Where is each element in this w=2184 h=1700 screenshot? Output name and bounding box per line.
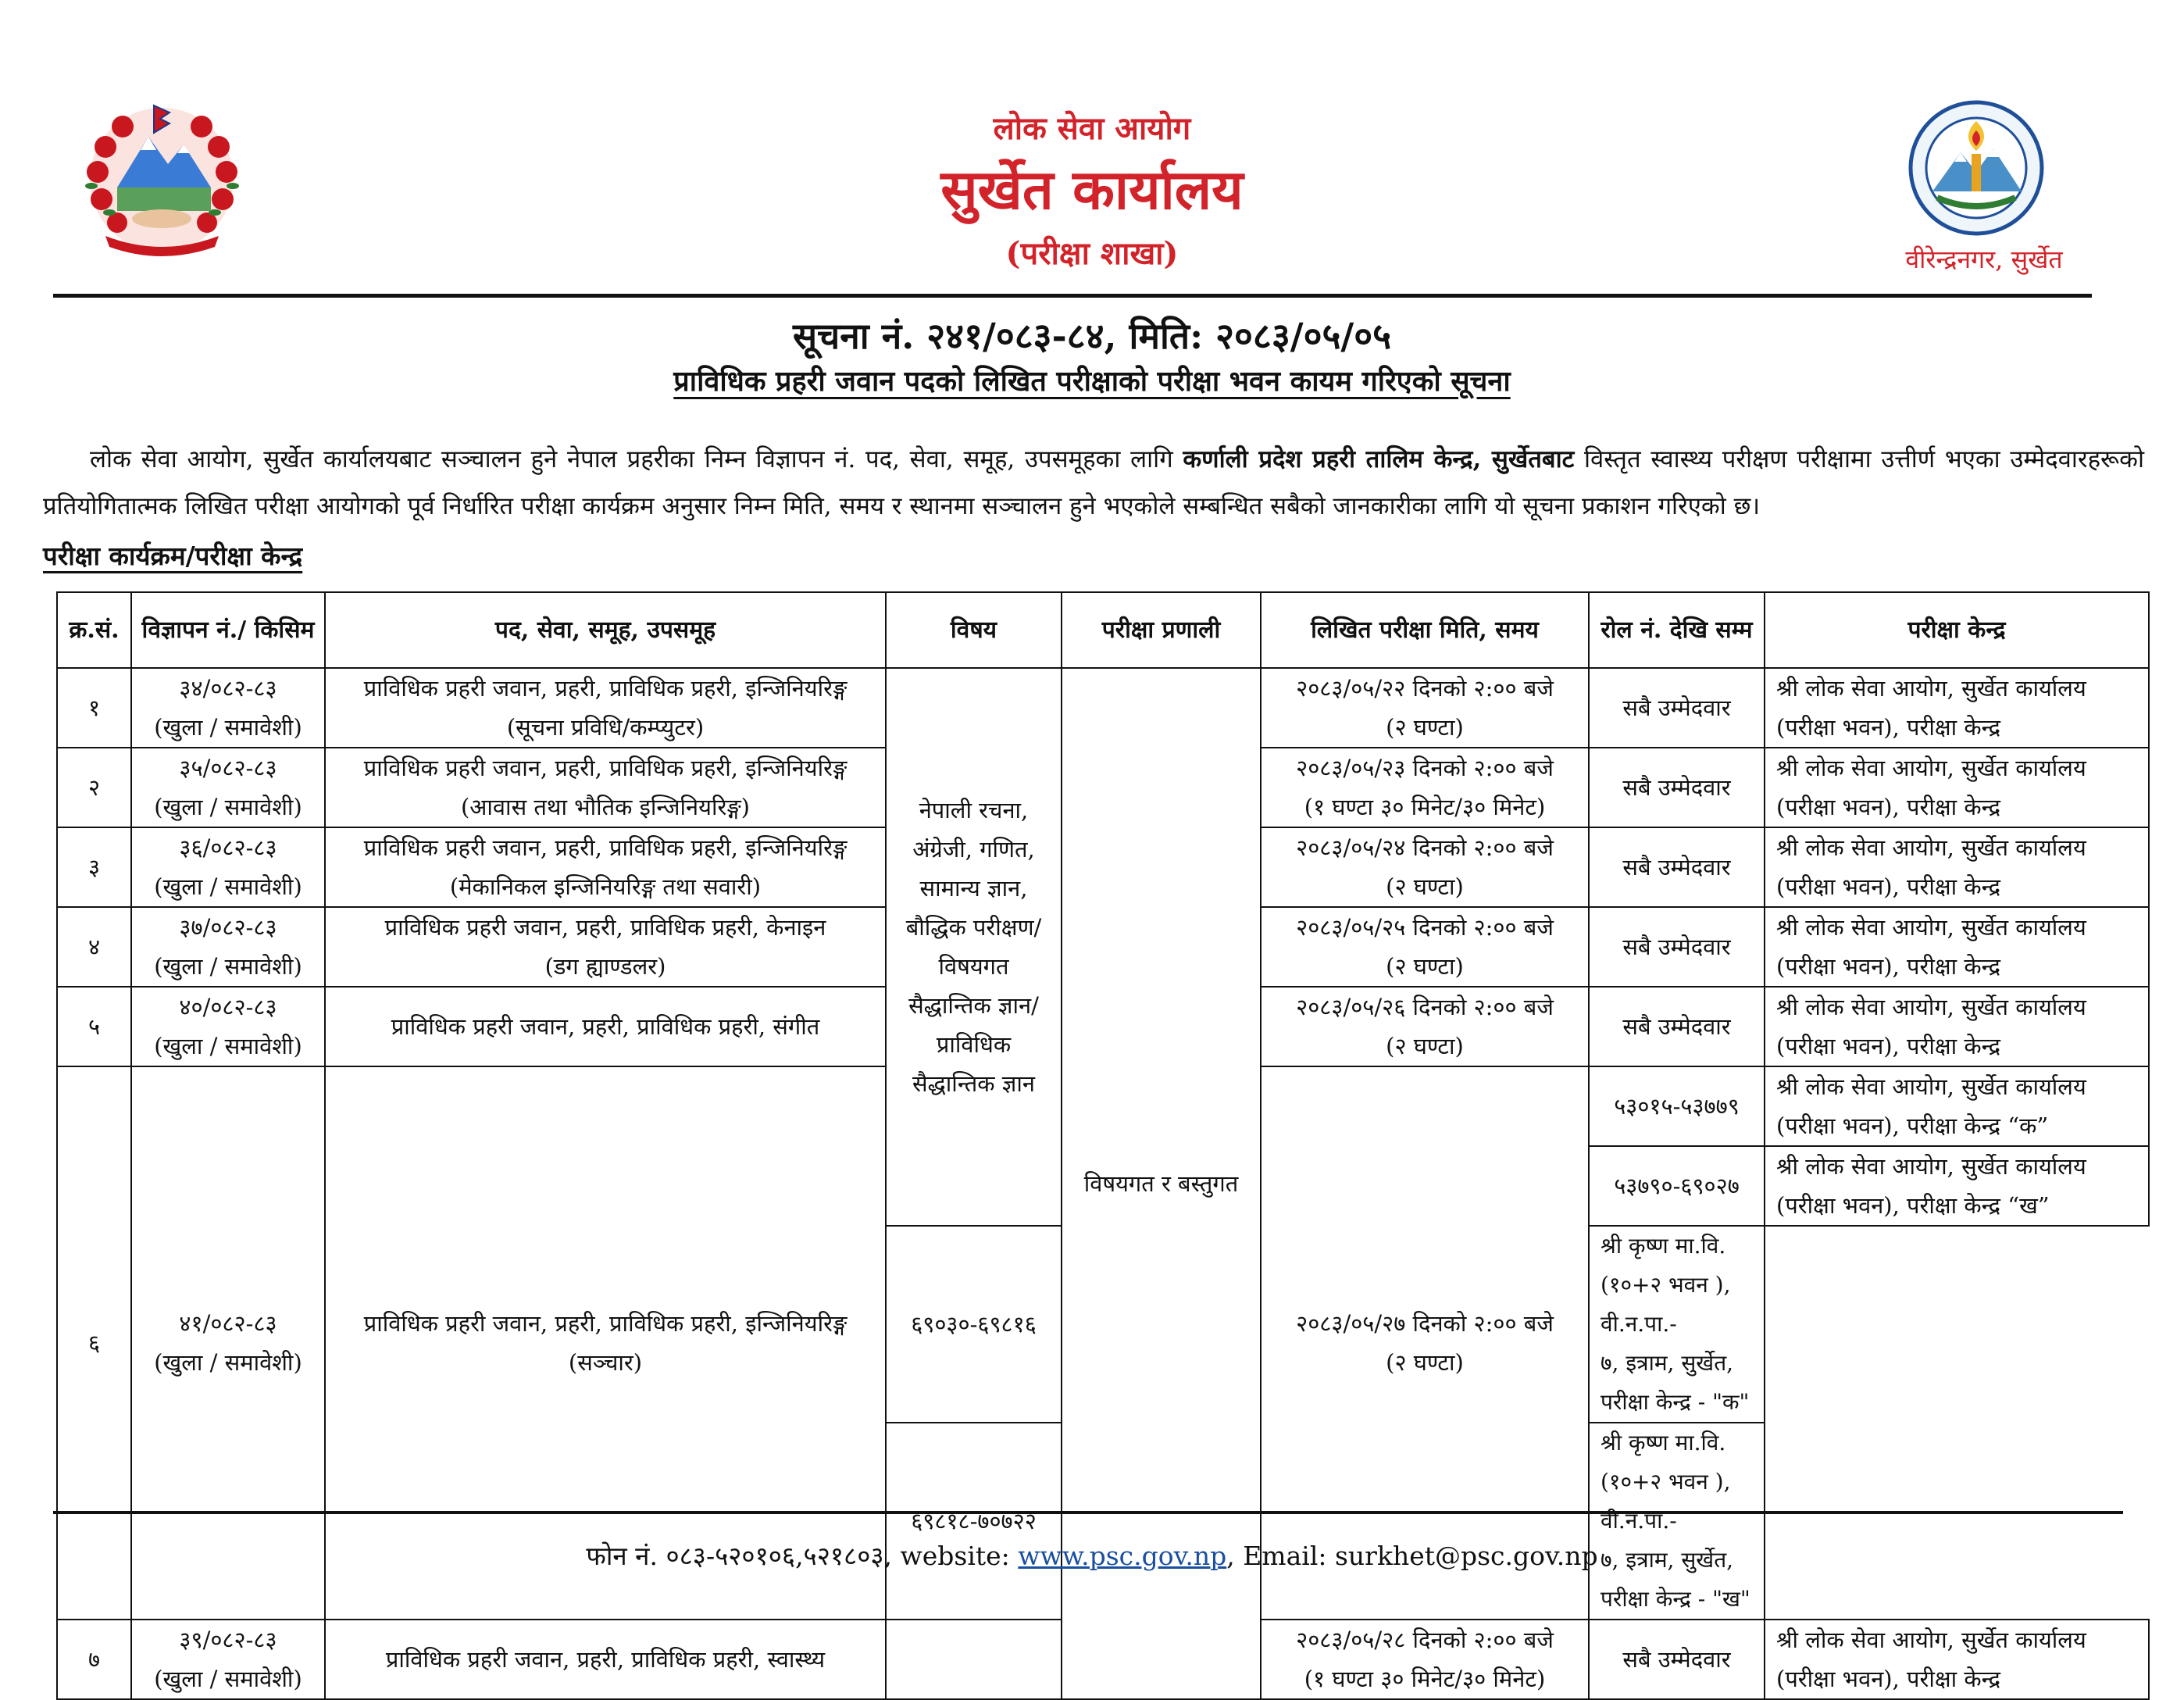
- footer-divider: [53, 1511, 2123, 1514]
- cell-center: [1765, 907, 2149, 987]
- adv-number: ३६/०८२-८३: [179, 834, 277, 861]
- notice-subject-text: प्राविधिक प्रहरी जवान पदको लिखित परीक्षाको परीक्षा भवन कायम गरिएको सूचना: [673, 365, 1511, 398]
- office-name: सुर्खेत कार्यालय: [940, 157, 1244, 222]
- org-name: लोक सेवा आयोग: [993, 110, 1191, 147]
- cell-adv: [131, 748, 325, 827]
- subject-line: अंग्रेजी, गणित,: [912, 836, 1035, 862]
- adv-type: (खुला / समावेशी): [154, 714, 302, 741]
- table-row: [57, 668, 2149, 748]
- post-line-2: (आवास तथा भौतिक इन्जिनियरिङ्ग): [460, 794, 750, 820]
- exam-duration: (२ घण्टा): [1386, 1033, 1464, 1059]
- post-line-2: (डग ह्याण्डलर): [544, 953, 666, 980]
- cell-roll: सबै उम्मेदवार: [1589, 987, 1765, 1066]
- cell-subject-shared: [886, 668, 1062, 1226]
- subject-line: सामान्य ज्ञान,: [919, 875, 1028, 902]
- subject-line: सैद्धान्तिक ज्ञान/: [908, 992, 1039, 1019]
- cell-post: [325, 748, 886, 827]
- exam-duration: (१ घण्टा ३० मिनेट/३० मिनेट): [1304, 794, 1546, 820]
- cell-adv: [131, 987, 325, 1066]
- post-line-2: (मेकानिकल इन्जिनियरिङ्ग तथा सवारी): [449, 873, 762, 900]
- adv-number: ४१/०८२-८३: [179, 1310, 277, 1337]
- center-line-2: (परीक्षा भवन), परीक्षा केन्द्र: [1776, 873, 2001, 900]
- cell-center: [1765, 987, 2149, 1066]
- exam-date: २०८३/०५/२८ दिनको २:०० बजे: [1296, 1627, 1554, 1653]
- header-roll: रोल नं. देखि सम्म: [1589, 592, 1765, 668]
- footer-phone: फोन नं. ०८३-५२०१०६,५२१८०३, website:: [586, 1541, 1019, 1571]
- center-line-2: (परीक्षा भवन), परीक्षा केन्द्र: [1776, 1666, 2001, 1692]
- cell-adv: [131, 1066, 325, 1620]
- notice-subject: [0, 361, 2184, 399]
- table-header-row: [57, 592, 2149, 668]
- intro-text-2: विस्तृत स्वास्थ्य परीक्षण परीक्षामा उत्तीर्ण भएका उम्मेदवारहरूको प्रतियोगितात्मक लिखित परीक्षा आयोगको पूर्व निर्धारित परीक्षा कार्यक्रम अनुसार निम्न मिति, समय र स्थानमा सञ्चालन हुने भएकोले सम्बन्धित सबैको जानकारीका लागि यो सूचना प्रकाशन गरिएको छ।: [43, 445, 2144, 520]
- cell-datetime: [1261, 987, 1589, 1066]
- center-line-1: श्री लोक सेवा आयोग, सुर्खेत कार्यालय: [1776, 834, 2086, 861]
- cell-roll: सबै उम्मेदवार: [1589, 827, 1765, 907]
- intro-text-bold: कर्णाली प्रदेश प्रहरी तालिम केन्द्र, सुर्खेतबाट: [1183, 445, 1575, 473]
- center-line-2: (परीक्षा भवन), परीक्षा केन्द्र: [1776, 1033, 2001, 1059]
- subject-line: बौद्धिक परीक्षण/: [905, 914, 1042, 941]
- cell-datetime: [1261, 827, 1589, 907]
- subject-line: प्राविधिक: [936, 1031, 1012, 1058]
- psc-logo: [1906, 98, 2047, 238]
- exam-duration: (२ घण्टा): [1386, 1349, 1464, 1376]
- cell-center: [1589, 1226, 1765, 1423]
- adv-number: ४०/०८२-८३: [179, 994, 277, 1020]
- header-divider: [53, 294, 2092, 298]
- cell-center: [1589, 1423, 1765, 1620]
- header-datetime: लिखित परीक्षा मिति, समय: [1261, 592, 1589, 668]
- exam-date: २०८३/०५/२३ दिनको २:०० बजे: [1296, 755, 1554, 781]
- cell-roll: सबै उम्मेदवार: [1589, 1620, 1765, 1699]
- center-line-2: (परीक्षा भवन), परीक्षा केन्द्र: [1776, 794, 2001, 820]
- center-line-1: श्री लोक सेवा आयोग, सुर्खेत कार्यालय: [1776, 675, 2086, 702]
- cell-sn: ३: [57, 827, 131, 907]
- center-line-1: श्री कृष्ण मा.वि. (१०+२ भवन ), वी.न.पा.-: [1601, 1430, 1731, 1534]
- post-line-1: प्राविधिक प्रहरी जवान, प्रहरी, प्राविधिक प्रहरी, संगीत: [391, 1013, 820, 1040]
- cell-post: [325, 1066, 886, 1620]
- intro-text-1: लोक सेवा आयोग, सुर्खेत कार्यालयबाट सञ्चालन हुने नेपाल प्रहरीका निम्न विज्ञापन नं. पद, सेवा, समूह, उपसमूहका लागि: [90, 445, 1183, 473]
- cell-adv: [131, 827, 325, 907]
- exam-duration: (२ घण्टा): [1386, 873, 1464, 900]
- notice-number: सूचना नं. २४१/०८३-८४, मिति: २०८३/०५/०५: [792, 315, 1392, 357]
- exam-date: २०८३/०५/२७ दिनको २:०० बजे: [1296, 1310, 1554, 1337]
- post-line-2: (सूचना प्रविधि/कम्प्युटर): [506, 714, 705, 741]
- post-line-1: प्राविधिक प्रहरी जवान, प्रहरी, प्राविधिक प्रहरी, स्वास्थ्य: [385, 1646, 826, 1673]
- header-system: परीक्षा प्रणाली: [1062, 592, 1261, 668]
- center-line-1: श्री लोक सेवा आयोग, सुर्खेत कार्यालय: [1776, 994, 2086, 1020]
- cell-sn: ४: [57, 907, 131, 987]
- adv-number: ३९/०८२-८३: [179, 1627, 277, 1653]
- adv-type: (खुला / समावेशी): [154, 794, 302, 820]
- center-line-1: श्री लोक सेवा आयोग, सुर्खेत कार्यालय: [1776, 1627, 2086, 1653]
- header-post: पद, सेवा, समूह, उपसमूह: [325, 592, 886, 668]
- cell-roll: ५३०१५-५३७७९: [1589, 1066, 1765, 1146]
- post-line-1: प्राविधिक प्रहरी जवान, प्रहरी, प्राविधिक प्रहरी, इन्जिनियरिङ्ग: [363, 834, 848, 861]
- center-line-2: ७, इत्राम, सुर्खेत, परीक्षा केन्द्र - "ख": [1601, 1547, 1750, 1612]
- cell-center: [1765, 1146, 2149, 1226]
- footer-contact: [0, 1538, 2184, 1573]
- exam-date: २०८३/०५/२४ दिनको २:०० बजे: [1296, 834, 1554, 861]
- branch-name: (परीक्षा शाखा): [1005, 235, 1179, 272]
- exam-date: २०८३/०५/२६ दिनको २:०० बजे: [1296, 994, 1554, 1020]
- cell-post: [325, 987, 886, 1066]
- cell-roll: सबै उम्मेदवार: [1589, 907, 1765, 987]
- cell-datetime: [1261, 668, 1589, 748]
- center-line-1: श्री लोक सेवा आयोग, सुर्खेत कार्यालय: [1776, 1073, 2086, 1100]
- post-line-1: प्राविधिक प्रहरी जवान, प्रहरी, प्राविधिक प्रहरी, इन्जिनियरिङ्ग: [363, 675, 848, 702]
- center-line-2: (परीक्षा भवन), परीक्षा केन्द्र “क”: [1776, 1112, 2049, 1139]
- post-line-1: प्राविधिक प्रहरी जवान, प्रहरी, प्राविधिक प्रहरी, इन्जिनियरिङ्ग: [363, 755, 848, 781]
- cell-adv: [131, 907, 325, 987]
- center-line-2: (परीक्षा भवन), परीक्षा केन्द्र: [1776, 714, 2001, 741]
- cell-roll: ५३७९०-६९०२७: [1589, 1146, 1765, 1226]
- subject-line: विषयगत: [938, 953, 1009, 980]
- exam-duration: (१ घण्टा ३० मिनेट/३० मिनेट): [1304, 1666, 1546, 1692]
- office-location: वीरेन्द्रनगर, सुर्खेत: [1905, 245, 2063, 274]
- center-line-1: श्री कृष्ण मा.वि. (१०+२ भवन ), वी.न.पा.-: [1601, 1233, 1731, 1337]
- cell-adv: [131, 668, 325, 748]
- subject-line: नेपाली रचना,: [919, 797, 1029, 823]
- section-heading: परीक्षा कार्यक्रम/परीक्षा केन्द्र: [43, 541, 303, 571]
- cell-datetime: [1261, 748, 1589, 827]
- adv-type: (खुला / समावेशी): [154, 953, 302, 980]
- cell-sn: १: [57, 668, 131, 748]
- cell-post: [325, 827, 886, 907]
- website-link[interactable]: www.psc.gov.np: [1018, 1541, 1227, 1571]
- cell-datetime: [1261, 1066, 1589, 1620]
- exam-date: २०८३/०५/२२ दिनको २:०० बजे: [1296, 675, 1554, 702]
- cell-center: [1765, 1066, 2149, 1146]
- center-line-1: श्री लोक सेवा आयोग, सुर्खेत कार्यालय: [1776, 914, 2086, 941]
- cell-post: [325, 668, 886, 748]
- exam-duration: (२ घण्टा): [1386, 714, 1464, 741]
- exam-schedule-table: [56, 591, 2150, 1700]
- center-line-1: श्री लोक सेवा आयोग, सुर्खेत कार्यालय: [1776, 755, 2086, 781]
- cell-center: [1765, 827, 2149, 907]
- cell-sn: ६: [57, 1066, 131, 1620]
- header-adv: विज्ञापन नं./ किसिम: [131, 592, 325, 668]
- adv-number: ३५/०८२-८३: [179, 755, 277, 781]
- cell-center: [1765, 668, 2149, 748]
- center-line-1: श्री लोक सेवा आयोग, सुर्खेत कार्यालय: [1776, 1153, 2086, 1180]
- header-sn: क्र.सं.: [57, 592, 131, 668]
- adv-type: (खुला / समावेशी): [154, 873, 302, 900]
- cell-system-shared: विषयगत र बस्तुगत: [1062, 668, 1261, 1699]
- cell-center: [1765, 748, 2149, 827]
- cell-roll: सबै उम्मेदवार: [1589, 668, 1765, 748]
- adv-number: ३७/०८२-८३: [179, 914, 277, 941]
- intro-paragraph: [43, 436, 2144, 530]
- post-line-1: प्राविधिक प्रहरी जवान, प्रहरी, प्राविधिक प्रहरी, इन्जिनियरिङ्ग: [363, 1310, 848, 1337]
- post-line-1: प्राविधिक प्रहरी जवान, प्रहरी, प्राविधिक प्रहरी, केनाइन: [384, 914, 826, 941]
- adv-type: (खुला / समावेशी): [154, 1349, 302, 1376]
- center-line-2: ७, इत्राम, सुर्खेत, परीक्षा केन्द्र - "क": [1601, 1350, 1750, 1415]
- subject-line: सैद्धान्तिक ज्ञान: [912, 1070, 1035, 1097]
- cell-sn: २: [57, 748, 131, 827]
- cell-roll: ६९८१८-७०७२२: [886, 1423, 1062, 1620]
- adv-type: (खुला / समावेशी): [154, 1033, 302, 1059]
- exam-date: २०८३/०५/२५ दिनको २:०० बजे: [1296, 914, 1554, 941]
- adv-number: ३४/०८२-८३: [179, 675, 277, 702]
- footer-email: , Email: surkhet@psc.gov.np: [1226, 1541, 1598, 1571]
- post-line-2: (सञ्चार): [568, 1349, 643, 1376]
- center-line-2: (परीक्षा भवन), परीक्षा केन्द्र: [1776, 953, 2001, 980]
- cell-roll: ६९०३०-६९८१६: [886, 1226, 1062, 1423]
- center-line-2: (परीक्षा भवन), परीक्षा केन्द्र “ख”: [1776, 1192, 2050, 1219]
- exam-duration: (२ घण्टा): [1386, 953, 1464, 980]
- cell-datetime: [1261, 907, 1589, 987]
- adv-type: (खुला / समावेशी): [154, 1666, 302, 1692]
- cell-sn: ५: [57, 987, 131, 1066]
- cell-post: [325, 907, 886, 987]
- header-subject: विषय: [886, 592, 1062, 668]
- header-center: परीक्षा केन्द्र: [1765, 592, 2149, 668]
- cell-sn: ७: [57, 1620, 131, 1699]
- cell-roll: सबै उम्मेदवार: [1589, 748, 1765, 827]
